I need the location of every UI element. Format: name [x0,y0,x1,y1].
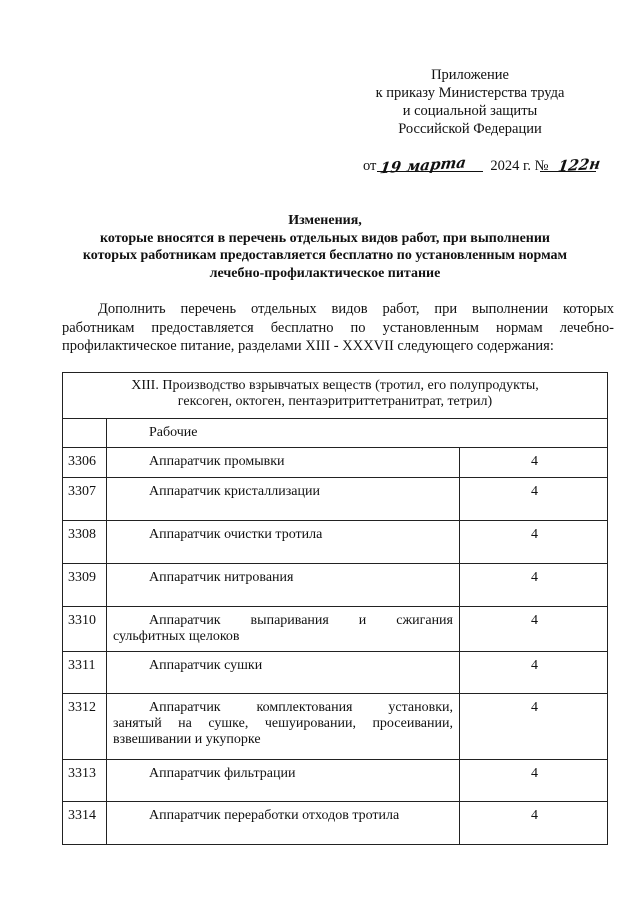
annex-block [340,66,600,138]
row-name-line: Аппаратчик выпаривания и сжигания [149,613,453,628]
table-row [62,448,608,478]
works-table [62,372,608,845]
section-title-line: гексоген, октоген, пентаэритриттетранитрат, тетрил) [177,394,493,409]
row-ration: 4 [459,607,609,651]
row-ration: 4 [459,478,609,520]
annex-line: и социальной защиты [402,103,538,119]
table-row [62,694,608,760]
document-heading [40,212,610,282]
row-code: 3306 [63,448,107,477]
row-name [107,607,459,651]
row-name: Аппаратчик переработки отходов тротила [149,808,400,823]
intro-paragraph [62,300,614,356]
row-ration: 4 [459,760,609,801]
row-code: 3308 [63,521,107,563]
row-name-line: сульфитных щелоков [113,629,240,644]
row-name: Аппаратчик фильтрации [149,766,296,781]
date-underline [377,171,483,172]
table-row [62,564,608,607]
annex-line: к приказу Министерства труда [375,85,565,101]
row-name: Аппаратчик сушки [149,658,263,673]
table-row [62,478,608,521]
row-ration: 4 [459,521,609,563]
row-name: Аппаратчик промывки [149,454,285,469]
row-name [107,694,459,759]
row-code: 3309 [63,564,107,606]
heading-line: которые вносятся в перечень отдельных видов работ, при выполнении [100,230,550,246]
row-ration: 4 [459,564,609,606]
intro-line: работникам предоставляется бесплатно по установленным нормам лечебно- [62,319,614,336]
heading-line: Изменения, [288,213,362,228]
table-row [62,521,608,564]
heading-line: лечебно-профилактическое питание [209,265,441,281]
row-ration: 4 [459,652,609,693]
empty-code-cell [63,419,107,447]
row-name: Аппаратчик кристаллизации [149,484,320,499]
category-row [62,419,608,448]
row-name: Аппаратчик нитрования [149,570,294,585]
table-row [62,652,608,694]
order-prefix: от [363,158,377,174]
order-year: 2024 г. № [490,158,549,174]
number-underline [540,171,596,172]
section-title-line: XIII. Производство взрывчатых веществ (тротил, его полупродукты, [131,378,539,393]
annex-line: Российской Федерации [398,121,542,137]
intro-line: профилактическое питание, разделами XIII - XXXVII следующего содержания: [62,338,554,354]
table-row [62,802,608,845]
row-ration: 4 [459,448,609,477]
row-name: Аппаратчик очистки тротила [149,527,323,542]
table-row [62,607,608,652]
heading-line: которых работникам предоставляется бесплатно по установленным нормам [82,248,568,263]
intro-line: Дополнить перечень отдельных видов работ, при выполнении которых [98,301,614,317]
table-row [62,760,608,802]
row-code: 3307 [63,478,107,520]
row-name-line: занятый на сушке, чешуировании, просеивании, [113,716,453,731]
row-ration: 4 [459,694,609,759]
annex-line: Приложение [431,67,509,83]
row-name-line: взвешивании и укупорке [113,732,261,747]
row-code: 3314 [63,802,107,844]
section-title-row [62,372,608,419]
category-label: Рабочие [149,425,198,440]
row-code: 3311 [63,652,107,693]
row-code: 3310 [63,607,107,651]
row-code: 3313 [63,760,107,801]
section-title [63,373,607,418]
row-ration: 4 [459,802,609,844]
order-date-line [363,153,602,178]
row-code: 3312 [63,694,107,759]
handwritten-number: 122н [557,154,602,176]
handwritten-date: 19 марта [379,153,468,178]
row-name-line: Аппаратчик комплектования установки, [149,700,453,715]
